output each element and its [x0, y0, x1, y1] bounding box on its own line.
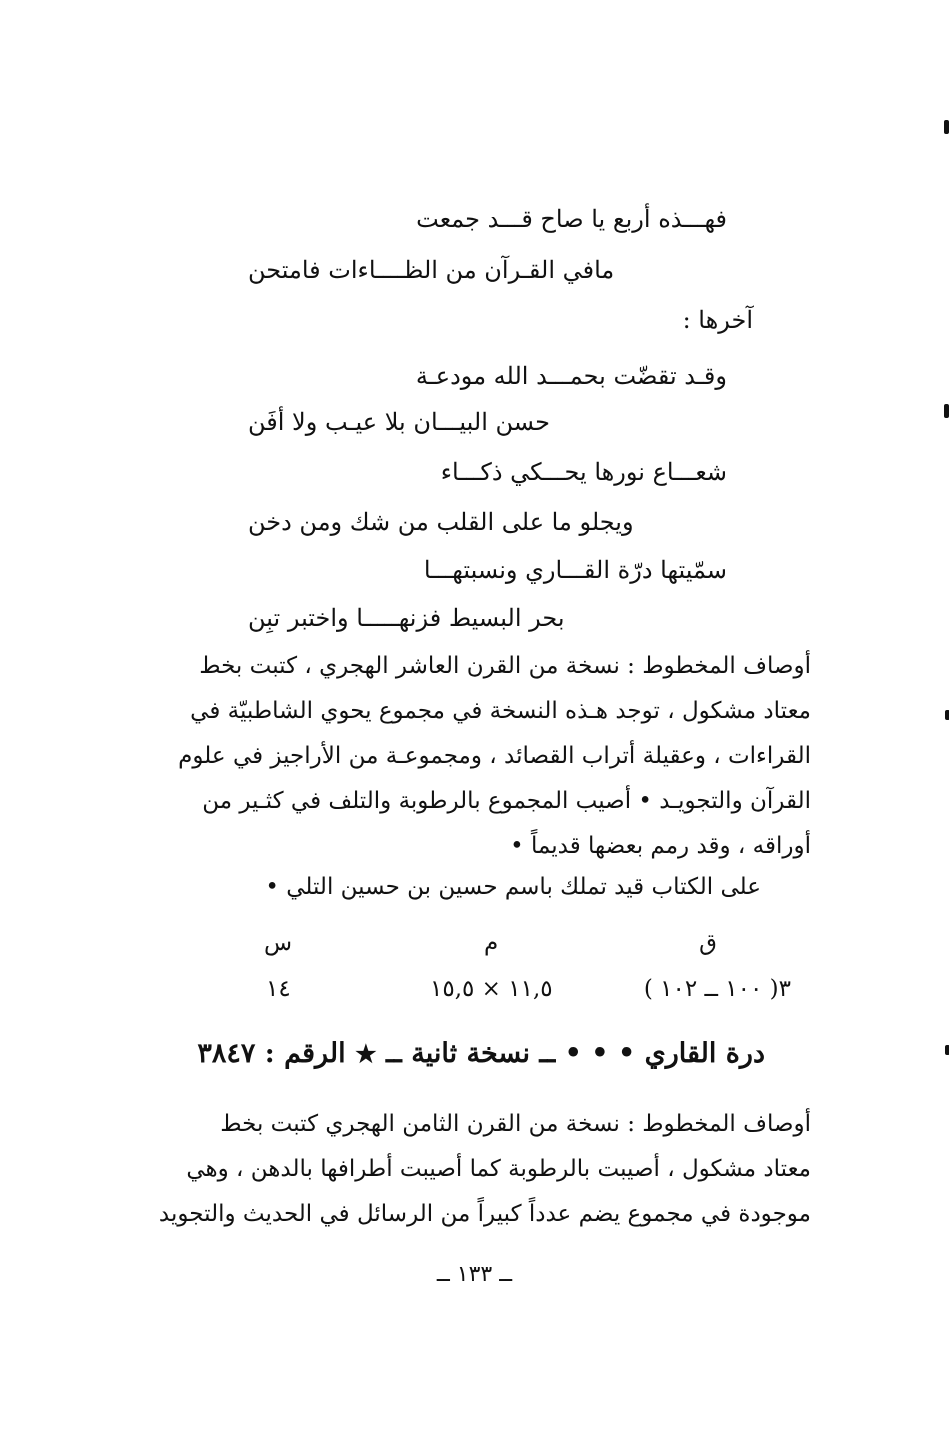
- verse-second-hemistich: مافي القـرآن من الظــــاءات فامتحن: [248, 256, 615, 284]
- paragraph-line: معتاد مشكول ، أصيبت بالرطوبة كما أصيبت أطرافها بالدهن ، وهي: [186, 1156, 811, 1182]
- spec-value-lines: ١٤: [266, 976, 291, 1002]
- verse-second-hemistich: ويجلو ما على القلب من شك ومن دخن: [248, 508, 634, 536]
- spec-value-size: ١١,٥ × ١٥,٥: [430, 976, 553, 1002]
- scan-edge-mark: [945, 1045, 949, 1055]
- star-icon: ★: [355, 1039, 377, 1068]
- scan-edge-mark: [945, 710, 949, 720]
- paragraph-line: موجودة في مجموع يضم عدداً كبيراً من الرسائل في الحديث والتجويد: [158, 1201, 811, 1227]
- spec-header-lines: س: [264, 930, 293, 956]
- page-number: ــ ١٣٣ ــ: [436, 1262, 513, 1287]
- manuscript-description: [161, 644, 811, 869]
- paragraph-line: أوراقه ، وقد رمم بعضها قديماً •: [510, 833, 811, 859]
- scan-edge-mark: [944, 404, 949, 418]
- ending-label: آخرها :: [682, 306, 753, 334]
- verse-first-hemistich: سمّيتها درّة القـــاري ونسبتهـــا: [423, 556, 727, 584]
- paragraph-line: معتاد مشكول ، توجد هـذه النسخة في مجموع يحوي الشاطبيّة في: [190, 698, 811, 724]
- spec-header-leaves: ق: [699, 930, 717, 956]
- scan-edge-mark: [944, 120, 949, 134]
- entry-title: درة القاري • • • ــ نسخة ثانية ــ: [386, 1038, 765, 1069]
- paragraph-line: القراءات ، وعقيلة أتراب القصائد ، ومجموعـة من الأراجيز في علوم: [178, 743, 811, 769]
- entry-number: الرقم : ٣٨٤٧: [197, 1038, 346, 1069]
- verse-first-hemistich: وقـد تقضّت بحمـــد الله مودعـة: [415, 362, 727, 390]
- verse-second-hemistich: حسن البيـــان بلا عيـب ولا أفَن: [248, 408, 551, 436]
- spec-header-size: م: [484, 930, 499, 956]
- spec-value-leaves: ٣( ١٠٠ ــ ١٠٢ ): [643, 976, 791, 1002]
- paragraph-line: القرآن والتجويـد • أصيب المجموع بالرطوبة والتلف في كثـير من: [202, 788, 811, 814]
- ownership-note: على الكتاب قيد تملك باسم حسين بن حسين التلي •: [265, 874, 761, 900]
- paragraph-line: أوصاف المخطوط : نسخة من القرن الثامن الهجري كتبت بخط: [220, 1111, 811, 1137]
- entry-heading: [197, 1038, 765, 1069]
- verse-second-hemistich: بحر البسيط فزنهـــــا واختبر تبِن: [248, 604, 565, 632]
- paragraph-line: أوصاف المخطوط : نسخة من القرن العاشر الهجري ، كتبت بخط: [199, 653, 811, 679]
- manuscript-description: [158, 1102, 811, 1237]
- verse-first-hemistich: شعـــاع نورها يحـــكي ذكـــاء: [440, 458, 727, 486]
- verse-first-hemistich: فهـــذه أربع يا صاح قـــد جمعت: [416, 205, 727, 233]
